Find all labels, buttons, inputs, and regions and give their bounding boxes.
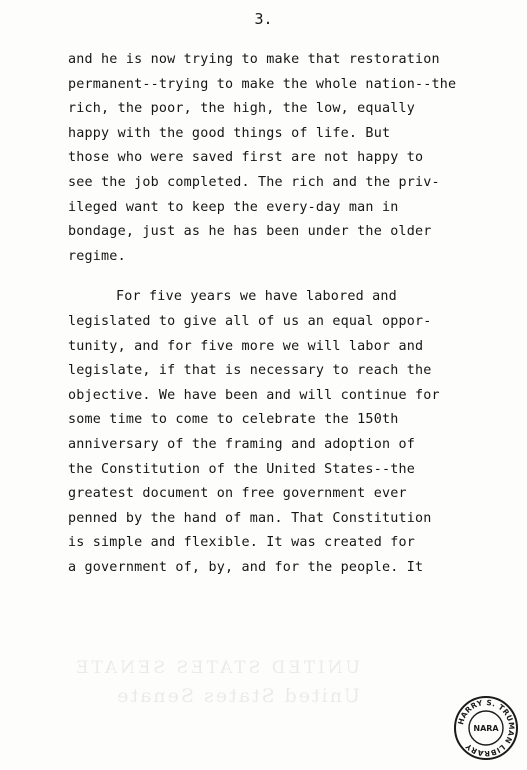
- text-line: is simple and flexible. It was created for: [68, 535, 415, 551]
- text-line: greatest document on free government ever: [68, 486, 407, 502]
- archive-stamp-icon: [452, 694, 520, 762]
- text-line: happy with the good things of life. But: [68, 125, 391, 141]
- text-line: permanent--trying to make the whole nation--the: [68, 76, 457, 92]
- text-line: and he is now trying to make that restoration: [68, 52, 440, 67]
- text-line: those who were saved first are not happy to: [68, 150, 424, 166]
- letterhead-bleed-through: United States Senate: [115, 685, 360, 707]
- text-line: regime.: [68, 248, 126, 264]
- text-line: the Constitution of the United States--the: [68, 461, 415, 477]
- text-line: some time to come to celebrate the 150th: [68, 412, 399, 428]
- text-line: ileged want to keep the every-day man in: [68, 199, 399, 215]
- paragraph-gap: [68, 269, 508, 285]
- text-line: see the job completed. The rich and the priv-: [68, 174, 440, 190]
- paragraph-2: [68, 285, 508, 580]
- text-line: legislate, if that is necessary to reach the: [68, 363, 432, 379]
- document-body: [68, 48, 508, 580]
- letterhead-bleed-through: UNITED STATES SENATE: [73, 658, 360, 678]
- paragraph-1: [68, 48, 508, 269]
- text-line: penned by the hand of man. That Constitution: [68, 510, 432, 526]
- text-line: objective. We have been and will continue for: [68, 387, 440, 403]
- text-line: legislated to give all of us an equal oppor-: [68, 313, 432, 329]
- text-line: a government of, by, and for the people. It: [68, 559, 424, 575]
- page-number: 3.: [254, 10, 273, 28]
- text-line: anniversary of the framing and adoption of: [68, 436, 415, 452]
- stamp-center-text: NARA: [473, 724, 499, 733]
- stamp-ring-text: HARRY S. TRUMAN LIBRARY: [456, 697, 517, 759]
- text-line: For five years we have labored and: [116, 289, 397, 305]
- text-line: rich, the poor, the high, the low, equally: [68, 101, 415, 117]
- text-line: bondage, just as he has been under the older: [68, 224, 432, 240]
- text-line: tunity, and for five more we will labor and: [68, 338, 424, 354]
